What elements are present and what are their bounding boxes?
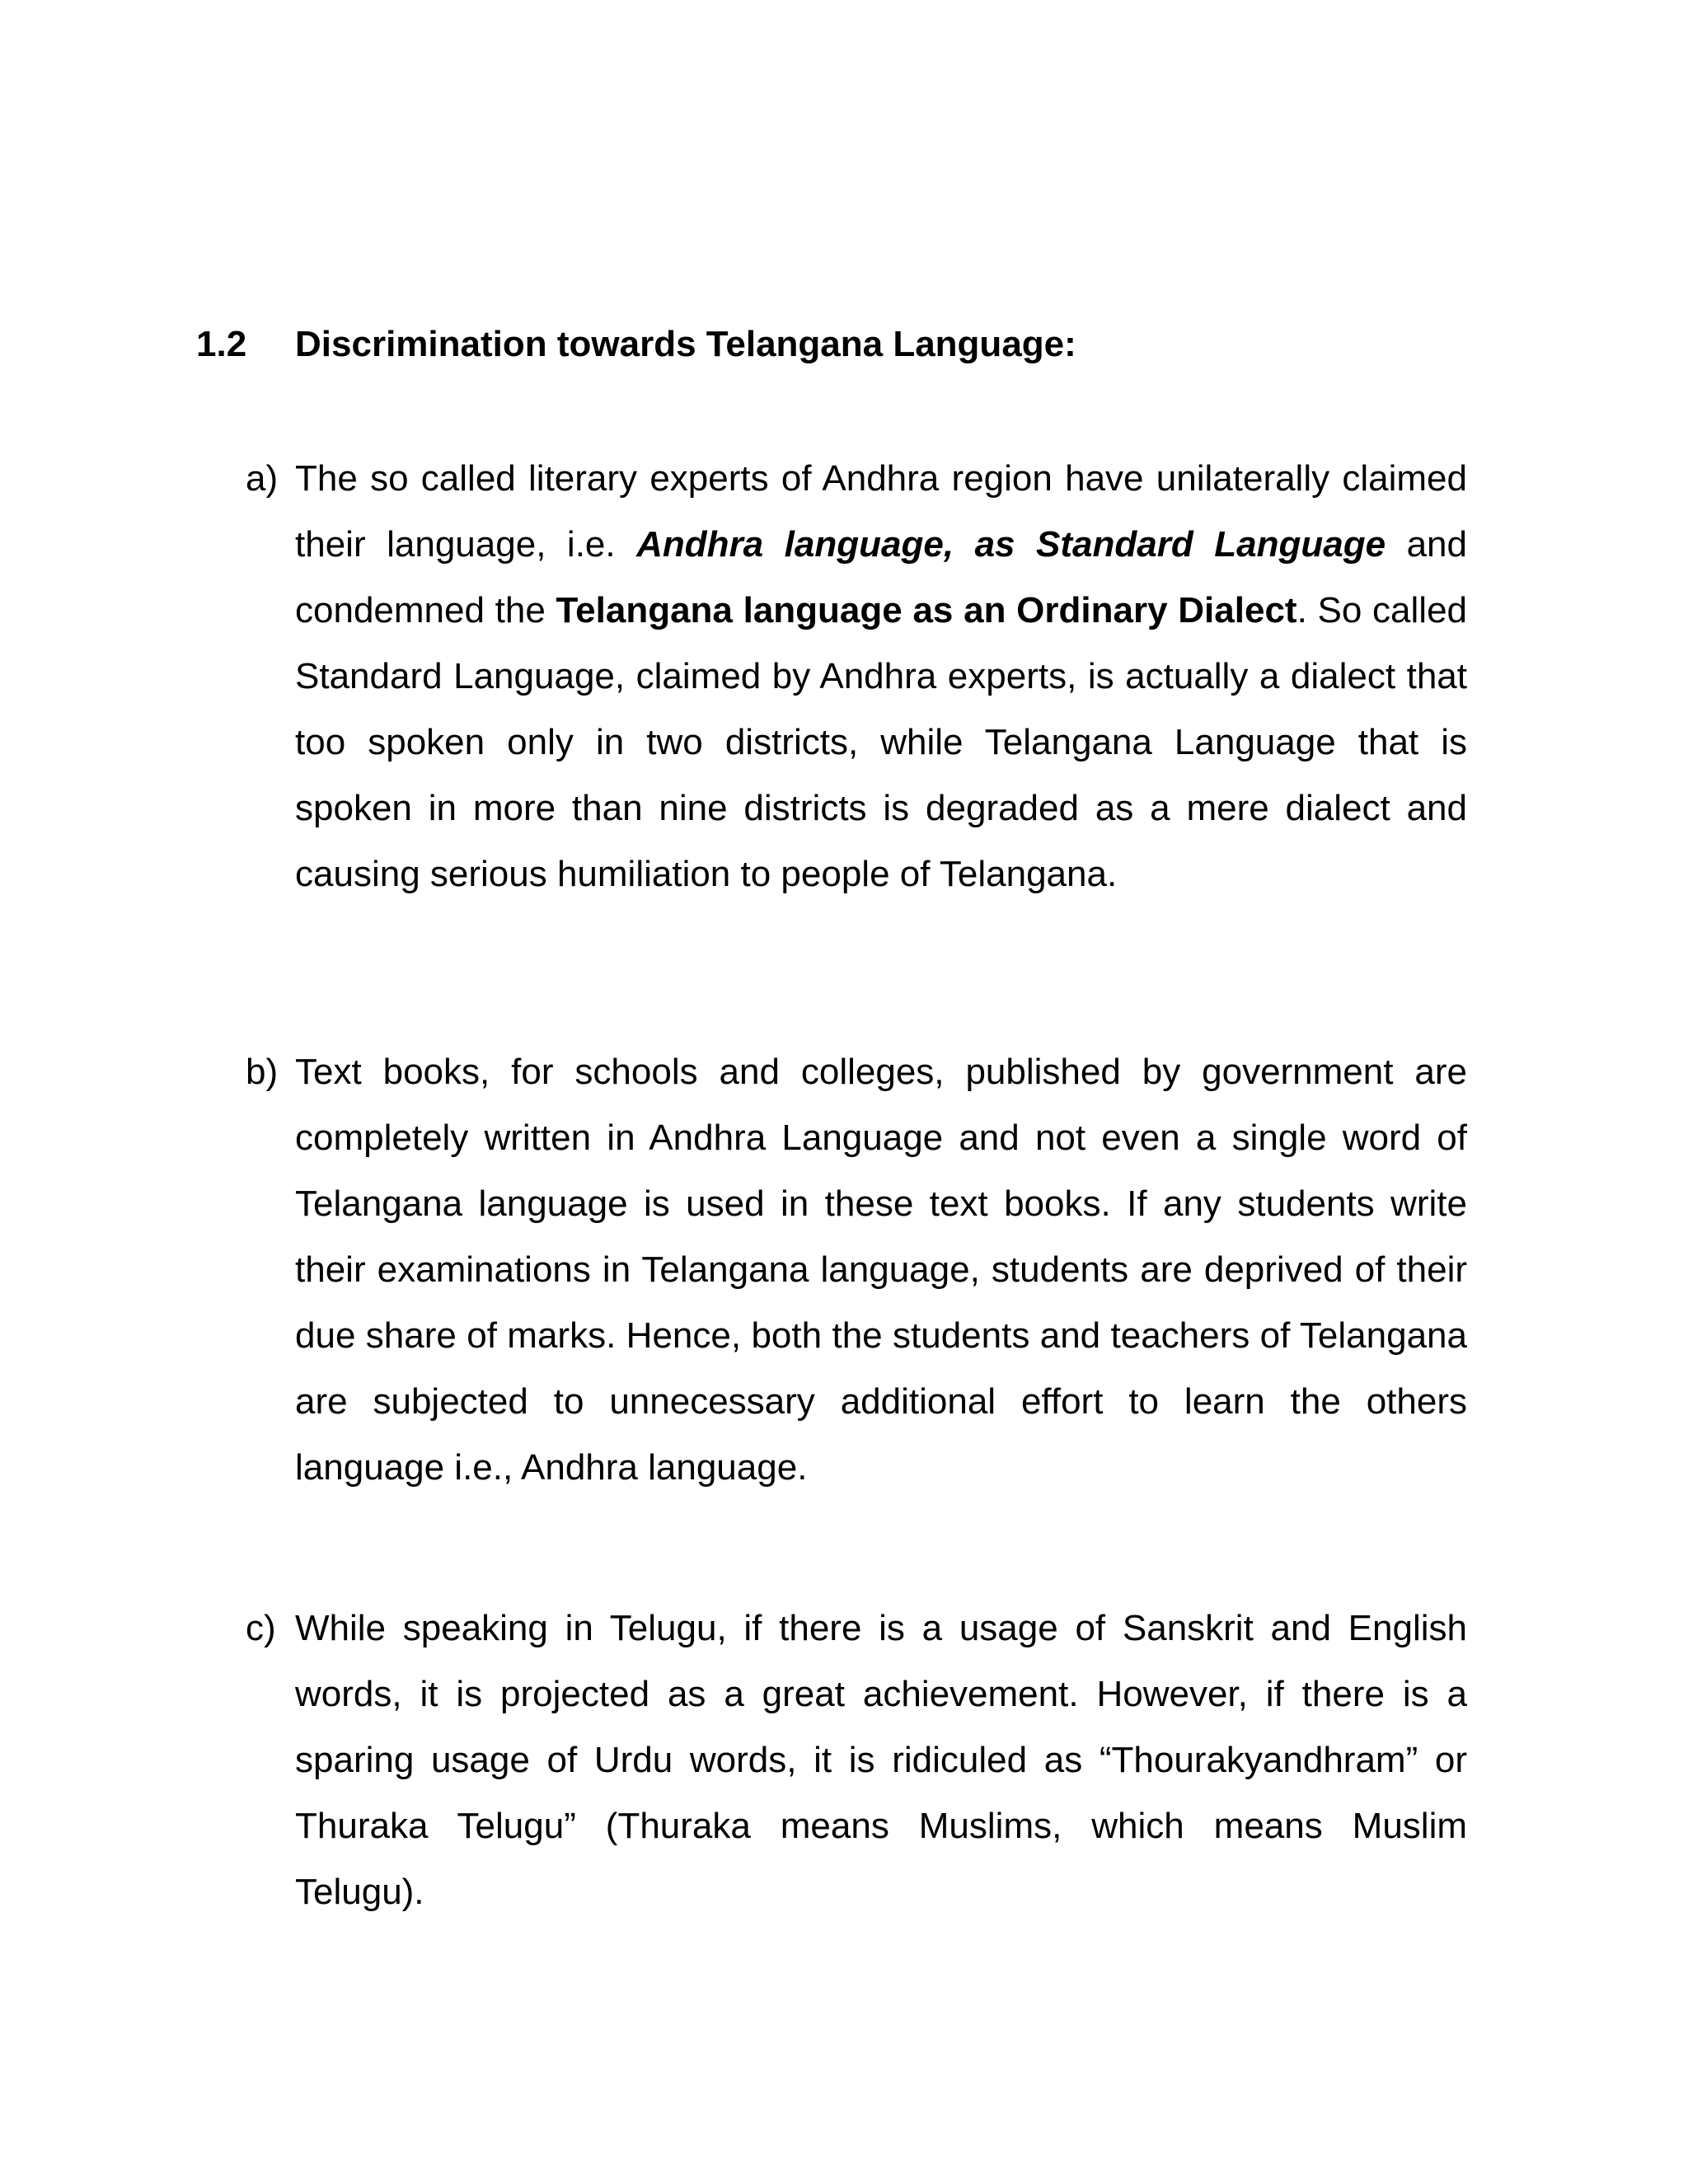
text-a-standard-language: Andhra language, as Standard Language: [636, 524, 1386, 565]
list-text-a: [295, 446, 1467, 907]
list-marker-b: b): [246, 1052, 279, 1092]
text-a-part3: and condemned the: [295, 524, 1467, 630]
list-text-b: Text books, for schools and colleges, published by government are completely written in Andhra Language and not even a single word of Telangana language is used in these text books. If any students write their examinations in Telangana language, students are deprived of their due share of marks. Hence, both the students and teachers of Telangana are subjected to unnecessary additional effort to learn the others language i.e., Andhra language.: [295, 1052, 1467, 1488]
list-item-c: [246, 1596, 1467, 1925]
text-a-ordinary-dialect: Telangana language as an Ordinary Dialect: [556, 590, 1297, 630]
section-number: 1.2: [196, 324, 247, 364]
text-a-part1: The so called literary experts of Andhra region have unilaterally claimed their language, i.e.: [295, 458, 1467, 565]
list-marker-c: c): [246, 1608, 276, 1648]
list-item-b: [246, 1039, 1467, 1501]
section-heading: [196, 320, 1076, 369]
list-item-a: [246, 446, 1467, 907]
section-title: Discrimination towards Telangana Language:: [295, 324, 1076, 364]
list-marker-a: a): [246, 458, 279, 499]
list-text-c: While speaking in Telugu, if there is a usage of Sanskrit and English words, it is projected as a great achievement. However, if there is a sparing usage of Urdu words, it is ridiculed as “Thourakyandhram” or Thuraka Telugu” (Thuraka means Muslims, which means Muslim Telugu).: [295, 1608, 1467, 1912]
text-a-part5: . So called Standard Language, claimed by Andhra experts, is actually a dialect that too spoken only in two districts, while Telangana Language that is spoken in more than nine districts is degraded as a mere dialect and causing serious humiliation to people of Telangana.: [295, 590, 1468, 894]
